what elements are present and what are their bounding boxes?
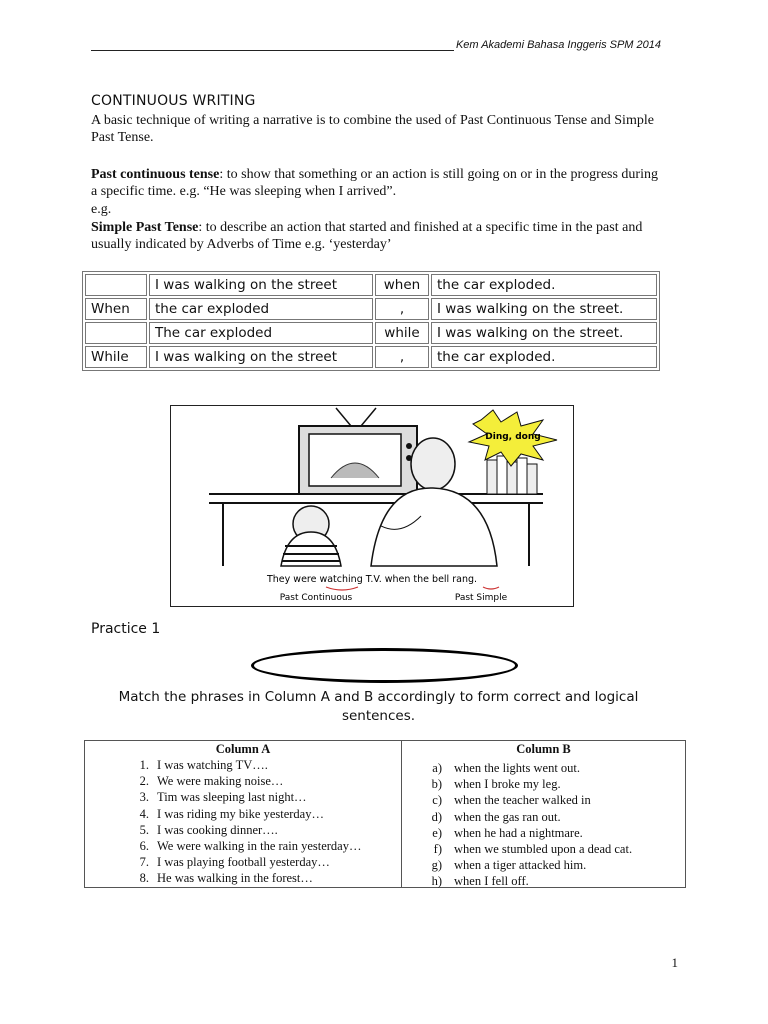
item-number: 8. — [139, 871, 149, 886]
item-letter: g) — [431, 858, 442, 873]
list-item — [85, 822, 401, 838]
past-continuous-definition: : to show that something or an action is still going on or in the progress during a specific time. e.g. “He was sleeping when I arrived”. — [91, 167, 658, 199]
list-item — [85, 838, 401, 854]
list-item — [85, 773, 401, 789]
item-text: when the lights went out. — [454, 761, 581, 775]
item-letter: a) — [432, 761, 442, 775]
item-text: I was riding my bike yesterday… — [157, 806, 324, 821]
item-letter: d) — [431, 809, 442, 824]
table-row — [85, 298, 657, 320]
column-a-heading: Column A — [215, 742, 271, 756]
bubble-text: Ding, dong — [485, 432, 541, 442]
item-number: 7. — [139, 855, 149, 870]
list-item — [402, 776, 685, 792]
table-row — [85, 274, 657, 296]
table-cell: when — [375, 274, 429, 296]
item-text: when I fell off. — [454, 874, 529, 889]
illustration-caption: They were watching T.V. when the bell rang. — [266, 574, 478, 585]
label-past-continuous: Past Continuous — [279, 593, 353, 603]
column-b-heading: Column B — [516, 742, 571, 756]
column-b-list — [402, 760, 685, 890]
item-text: We were making noise… — [157, 774, 284, 789]
item-text: when a tiger attacked him. — [454, 858, 587, 873]
simple-past-term: Simple Past Tense — [91, 220, 199, 235]
list-item — [402, 841, 685, 857]
table-cell: , — [375, 346, 429, 368]
instruction-text: Match the phrases in Column A and B accordingly to form correct and logical sentences. — [118, 689, 639, 724]
matching-table — [84, 740, 686, 888]
label-past-simple: Past Simple — [454, 593, 508, 603]
list-item — [85, 757, 401, 773]
item-text: I was watching TV…. — [157, 758, 268, 772]
item-text: when he had a nightmare. — [454, 825, 583, 840]
item-number: 5. — [139, 822, 149, 837]
item-number: 1. — [139, 758, 149, 772]
table-cell: the car exploded — [149, 298, 373, 320]
oval-shape — [251, 648, 518, 683]
table-cell: I was walking on the street — [149, 346, 373, 368]
column-b — [402, 741, 685, 887]
table-cell — [85, 322, 147, 344]
header-rule — [91, 40, 454, 51]
item-text: We were walking in the rain yesterday… — [157, 838, 362, 853]
item-number: 6. — [139, 838, 149, 853]
list-item — [85, 789, 401, 805]
item-letter: c) — [432, 793, 442, 808]
item-text: when the teacher walked in — [454, 793, 591, 808]
item-text: when I broke my leg. — [454, 777, 561, 792]
past-continuous-paragraph — [91, 166, 666, 200]
list-item — [402, 809, 685, 825]
practice-title: Practice 1 — [91, 621, 161, 637]
header-text: Kem Akademi Bahasa Inggeris SPM 2014 — [455, 39, 661, 51]
item-text: when the gas ran out. — [454, 809, 561, 824]
tense-table — [82, 271, 660, 371]
column-a-list — [85, 757, 401, 887]
page-number: 1 — [671, 955, 678, 970]
table-row — [85, 322, 657, 344]
list-item — [85, 806, 401, 822]
table-cell: The car exploded — [149, 322, 373, 344]
table-cell: while — [375, 322, 429, 344]
table-cell: I was walking on the street. — [431, 322, 657, 344]
table-cell: When — [85, 298, 147, 320]
list-item — [402, 857, 685, 873]
simple-past-paragraph — [91, 219, 666, 253]
list-item — [402, 760, 685, 776]
list-item — [402, 825, 685, 841]
list-item — [402, 873, 685, 889]
table-cell: I was walking on the street. — [431, 298, 657, 320]
item-number: 4. — [139, 806, 149, 821]
table-cell: the car exploded. — [431, 274, 657, 296]
table-row — [85, 346, 657, 368]
item-text: I was playing football yesterday… — [157, 855, 330, 870]
item-text: Tim was sleeping last night… — [157, 790, 307, 805]
illustration-drawing — [171, 406, 573, 606]
table-cell — [85, 274, 147, 296]
item-letter: f) — [433, 841, 442, 856]
past-continuous-term: Past continuous tense — [91, 167, 220, 182]
column-a — [85, 741, 402, 887]
tv-illustration — [170, 405, 574, 607]
item-text: I was cooking dinner…. — [157, 822, 278, 837]
simple-past-definition: : to describe an action that started and finished at a specific time in the past and usually indicated by Adverbs of Time e.g. ‘yesterday’ — [91, 220, 643, 252]
page-header — [91, 39, 661, 51]
table-cell: While — [85, 346, 147, 368]
item-letter: b) — [431, 777, 442, 792]
table-cell: I was walking on the street — [149, 274, 373, 296]
item-number: 3. — [139, 790, 149, 805]
item-letter: h) — [431, 874, 442, 889]
item-number: 2. — [139, 774, 149, 789]
item-text: He was walking in the forest… — [157, 871, 313, 886]
table-cell: the car exploded. — [431, 346, 657, 368]
section-title: CONTINUOUS WRITING — [91, 93, 256, 109]
list-item — [85, 854, 401, 870]
list-item — [85, 870, 401, 886]
eg-label: e.g. — [91, 202, 112, 217]
item-text: when we stumbled upon a dead cat. — [454, 841, 633, 856]
intro-paragraph: A basic technique of writing a narrative is to combine the used of Past Continuous Tense and Simple Past Tense. — [91, 113, 654, 145]
table-cell: , — [375, 298, 429, 320]
item-letter: e) — [432, 825, 442, 840]
list-item — [402, 792, 685, 808]
